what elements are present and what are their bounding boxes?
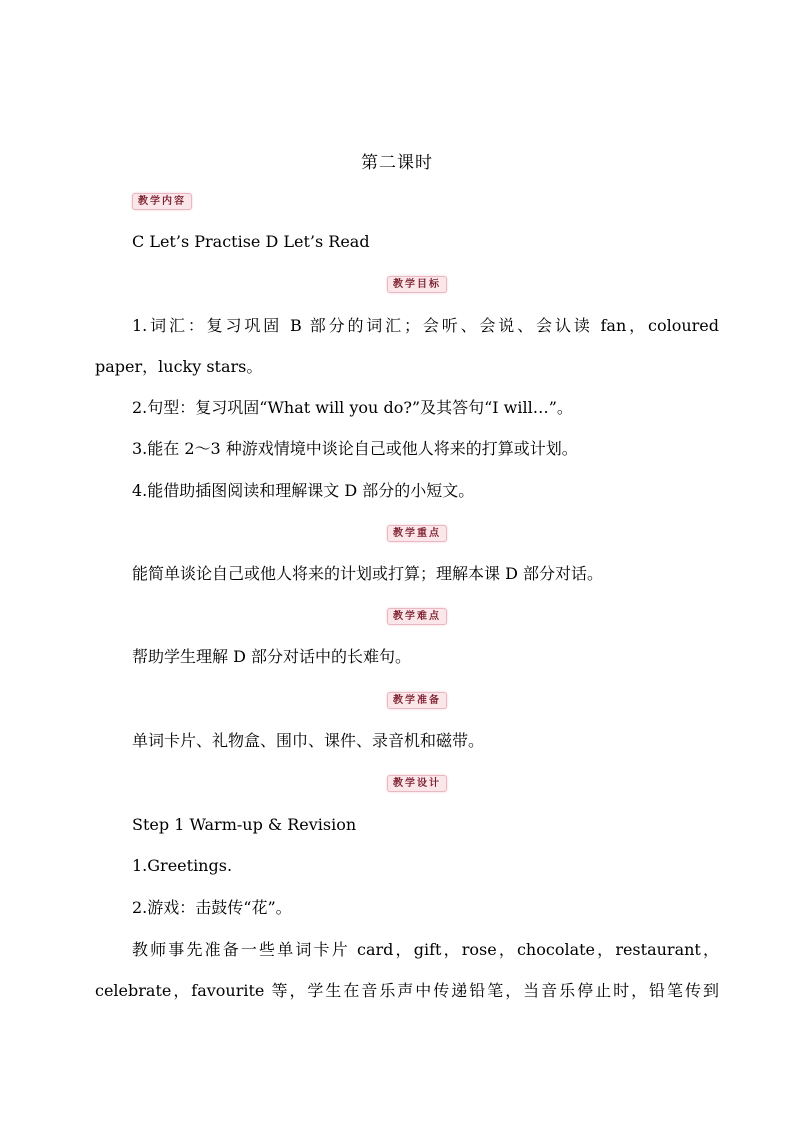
content-section-badge: 教学内容	[132, 193, 192, 210]
difficulties-text: 帮助学生理解 D 部分对话中的长难句。	[132, 647, 412, 666]
objective-1-line-2: paper，lucky stars。	[95, 357, 263, 376]
preparation-section-badge: 教学准备	[387, 692, 447, 709]
objectives-section-badge: 教学目标	[387, 276, 447, 293]
objective-4: 4.能借助插图阅读和理解课文 D 部分的小短文。	[132, 481, 475, 500]
key-points-text: 能简单谈论自己或他人将来的计划或打算；理解本课 D 部分对话。	[132, 564, 604, 583]
objective-2: 2.句型：复习巩固“What will you do?”及其答句“I will…”。	[132, 398, 573, 417]
preparation-text: 单词卡片、礼物盒、围巾、课件、录音机和磁带。	[132, 731, 485, 750]
design-paragraph-line-1: 教师事先准备一些单词卡片 card，gift，rose，chocolate，restaurant，	[132, 940, 719, 959]
design-section-badge: 教学设计	[387, 775, 447, 792]
content-text: C Let’s Practise D Let’s Read	[132, 232, 370, 251]
design-paragraph-line-2: celebrate，favourite 等，学生在音乐声中传递铅笔，当音乐停止时，铅笔传到	[95, 981, 719, 1000]
objective-1-line-1: 1.词汇：复习巩固 B 部分的词汇；会听、会说、会认读 fan，coloured	[132, 316, 719, 335]
step-1-heading: Step 1 Warm-up & Revision	[132, 815, 357, 834]
objective-3: 3.能在 2～3 种游戏情境中谈论自己或他人将来的打算或计划。	[132, 439, 578, 458]
difficulties-section-badge: 教学难点	[387, 608, 447, 625]
key-points-section-badge: 教学重点	[387, 525, 447, 542]
design-item-2: 2.游戏：击鼓传“花”。	[132, 898, 292, 917]
lesson-title: 第二课时	[361, 153, 433, 173]
design-item-1: 1.Greetings.	[132, 856, 233, 875]
